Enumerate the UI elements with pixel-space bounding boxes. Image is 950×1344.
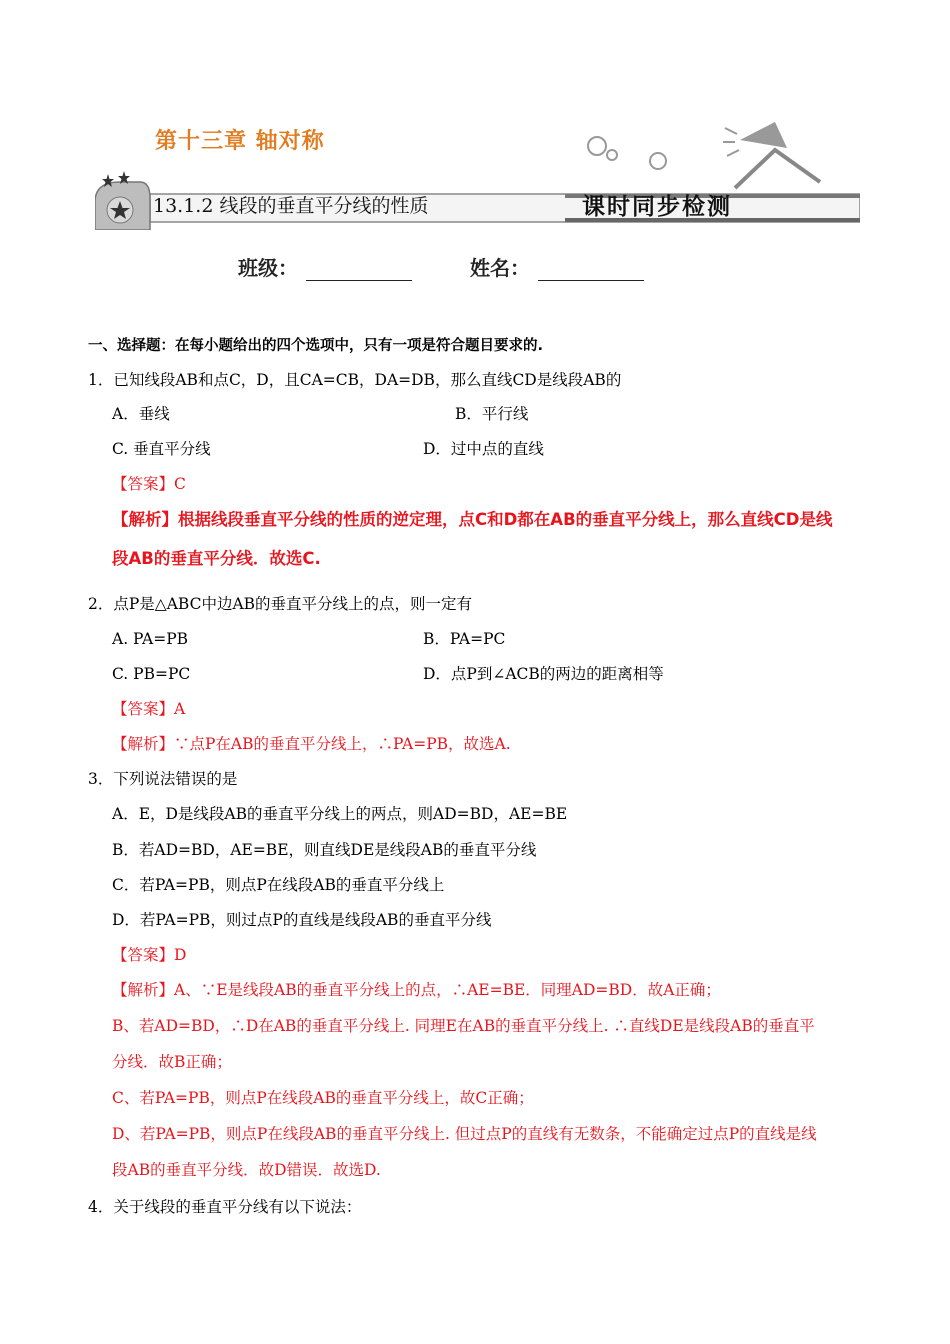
stars-icon	[100, 170, 140, 190]
option: C. PB=PC	[112, 665, 191, 683]
option: D．过中点的直线	[423, 440, 544, 458]
option: B．PA=PC	[423, 630, 506, 648]
class-field	[238, 252, 412, 281]
analysis-line: 分线．故B正确；	[112, 1053, 232, 1071]
analysis-line: 段AB的垂直平分线．故选C.	[112, 549, 321, 568]
analysis-line: B、若AD=BD，∴D在AB的垂直平分线上. 同理E在AB的垂直平分线上. ∴直线DE是线段AB的垂直平	[112, 1017, 815, 1035]
option: C. 垂直平分线	[112, 440, 211, 458]
option: C．若PA=PB，则点P在线段AB的垂直平分线上	[112, 876, 445, 894]
analysis-line: 【解析】根据线段垂直平分线的性质的逆定理，点C和D都在AB的垂直平分线上，那么直线CD是线	[112, 510, 833, 529]
name-field	[470, 252, 644, 281]
question-stem: 3．下列说法错误的是	[88, 770, 238, 788]
option: D．点P到∠ACB的两边的距离相等	[423, 665, 664, 683]
name-label: 姓名：	[470, 256, 530, 280]
option: A．E，D是线段AB的垂直平分线上的两点，则AD=BD，AE=BE	[112, 805, 568, 823]
banner-label: 课时同步检测	[582, 193, 732, 220]
question-stem: 1．已知线段AB和点C，D，且CA=CB，DA=DB，那么直线CD是线段AB的	[88, 371, 622, 389]
section-title: 13.1.2 线段的垂直平分线的性质	[153, 195, 429, 217]
analysis-line: 段AB的垂直平分线．故D错误．故选D.	[112, 1161, 381, 1179]
question-stem: 2．点P是△ABC中边AB的垂直平分线上的点，则一定有	[88, 595, 473, 613]
option: D．若PA=PB，则过点P的直线是线段AB的垂直平分线	[112, 911, 492, 929]
class-blank[interactable]	[306, 262, 412, 281]
question-stem: 4．关于线段的垂直平分线有以下说法：	[88, 1198, 362, 1216]
analysis-line: D、若PA=PB，则点P在线段AB的垂直平分线上. 但过点P的直线有无数条，不能确定过点P的直线是线	[112, 1125, 817, 1143]
answer: 【答案】D	[112, 946, 187, 964]
chapter-title: 第十三章 轴对称	[155, 129, 325, 154]
option: B．若AD=BD，AE=BE，则直线DE是线段AB的垂直平分线	[112, 841, 537, 859]
option: A．垂线	[112, 405, 170, 423]
analysis-line: 【解析】∵点P在AB的垂直平分线上，∴PA=PB，故选A.	[112, 735, 511, 753]
option: A. PA=PB	[112, 630, 189, 648]
answer: 【答案】C	[112, 475, 186, 493]
part-heading: 一、选择题：在每小题给出的四个选项中，只有一项是符合题目要求的.	[88, 338, 544, 354]
analysis-line: 【解析】A、∵E是线段AB的垂直平分线上的点，∴AE=BE．同理AD=BD．故A正确；	[112, 981, 721, 999]
option: B．平行线	[455, 405, 529, 423]
analysis-line: C、若PA=PB，则点P在线段AB的垂直平分线上，故C正确；	[112, 1089, 534, 1107]
answer: 【答案】A	[112, 700, 186, 718]
class-label: 班级：	[238, 256, 298, 280]
name-blank[interactable]	[538, 262, 644, 281]
